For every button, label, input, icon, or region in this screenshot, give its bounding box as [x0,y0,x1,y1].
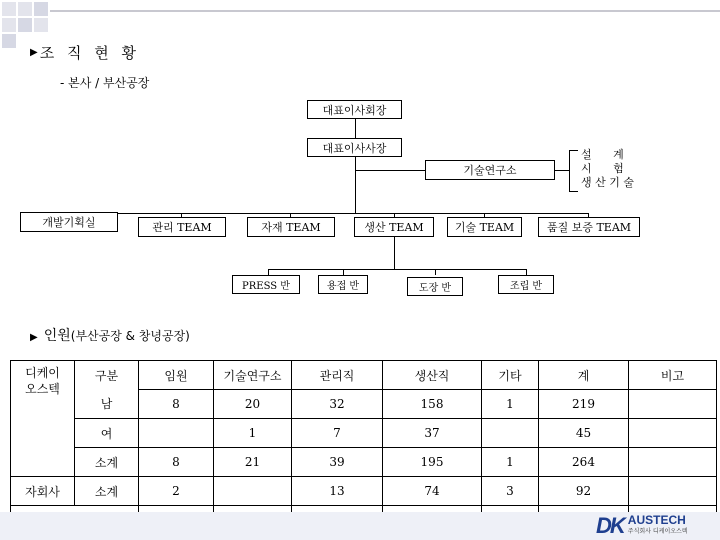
table-cell: 92 [539,477,629,506]
col-admin: 관리직 [292,361,383,390]
table-cell: 45 [539,419,629,448]
logo-mark: DK [596,513,624,538]
lab-functions [581,148,634,190]
staff-heading [30,325,190,345]
col-total: 계 [539,361,629,390]
table-row [11,448,717,477]
lab-function-production-tech: 생 산 기 술 [581,176,634,189]
connector [355,170,425,171]
connector [268,269,526,270]
table-cell: 8 [139,390,214,419]
decor-square-7 [2,34,16,48]
connector [435,269,436,275]
table-cell: 158 [383,390,482,419]
connector [118,213,588,214]
col-production: 생산직 [383,361,482,390]
table-cell: 1 [482,390,539,419]
table-header-row [11,361,717,390]
table-cell: 37 [383,419,482,448]
header-rule [50,10,720,12]
team-tech-box: 기술 TEAM [447,217,522,237]
decor-square-4 [2,18,16,32]
table-cell-remarks [629,477,717,506]
staff-heading-text: 인원 [43,328,71,344]
table-cell: 39 [292,448,383,477]
connector [355,157,356,213]
unit-assembly-box: 조립 반 [498,275,554,294]
table-cell: 3 [482,477,539,506]
table-cell-remarks [629,390,717,419]
subsidiary-label: 자회사 [11,477,75,506]
row-label-female: 여 [75,419,139,448]
row-label-subtotal: 소계 [75,448,139,477]
lab-function-test: 시 험 [581,162,624,175]
decor-square-3 [34,2,48,16]
connector [555,170,569,171]
table-cell: 1 [214,419,292,448]
staff-table [10,360,717,535]
table-cell: 1 [482,448,539,477]
decor-square-5 [18,18,32,32]
team-production-box: 생산 TEAM [354,217,434,237]
col-lab: 기술연구소 [214,361,292,390]
table-cell: 21 [214,448,292,477]
unit-painting-box: 도장 반 [407,277,463,296]
table-cell: 264 [539,448,629,477]
col-executive: 임원 [139,361,214,390]
dev-planning-box: 개발기획실 [20,212,118,232]
unit-welding-box: 용접 반 [318,275,368,294]
table-cell: 32 [292,390,383,419]
table-cell [214,477,292,506]
page-title [30,42,140,63]
company-logo [596,513,688,539]
decor-square-2 [18,2,32,16]
logo-text-block [628,515,688,537]
table-cell: 219 [539,390,629,419]
table-row [11,390,717,419]
table-cell: 7 [292,419,383,448]
table-cell: 20 [214,390,292,419]
col-category: 구분 [75,361,139,390]
chairman-box: 대표이사회장 [307,100,402,119]
staff-heading-marker: ▶ [30,332,38,343]
table-cell-remarks [629,419,717,448]
col-remarks: 비고 [629,361,717,390]
team-admin-box: 관리 TEAM [138,217,226,237]
team-quality-box: 품질 보증 TEAM [538,217,640,237]
title-text: 조 직 현 황 [39,44,140,62]
table-cell: 13 [292,477,383,506]
lab-function-design: 설 계 [581,148,624,161]
unit-press-box: PRESS 반 [232,275,300,294]
table-cell: 74 [383,477,482,506]
table-cell [482,419,539,448]
dk-austech-label: 디케이 오스텍 [11,361,75,477]
lab-box: 기술연구소 [425,160,555,180]
row-label-male: 남 [75,390,139,419]
connector [394,236,395,269]
page-subtitle: - 본사 / 부산공장 [60,76,150,90]
logo-tagline: 주식회사 디케이오스텍 [627,528,688,535]
table-row [11,419,717,448]
team-material-box: 자재 TEAM [247,217,335,237]
table-row [11,477,717,506]
title-marker: ▶ [30,47,38,58]
table-cell: 8 [139,448,214,477]
lab-bracket [569,150,578,192]
table-cell: 2 [139,477,214,506]
table-cell [139,419,214,448]
decor-square-6 [34,18,48,32]
logo-brand: AUSTECH [627,513,686,527]
connector [355,118,356,139]
decor-square-1 [2,2,16,16]
president-box: 대표이사사장 [307,138,402,157]
row-label-subsidiary-subtotal: 소계 [75,477,139,506]
staff-heading-note: (부산공장 & 창녕공장) [70,329,190,343]
col-other: 기타 [482,361,539,390]
table-cell: 195 [383,448,482,477]
table-cell-remarks [629,448,717,477]
